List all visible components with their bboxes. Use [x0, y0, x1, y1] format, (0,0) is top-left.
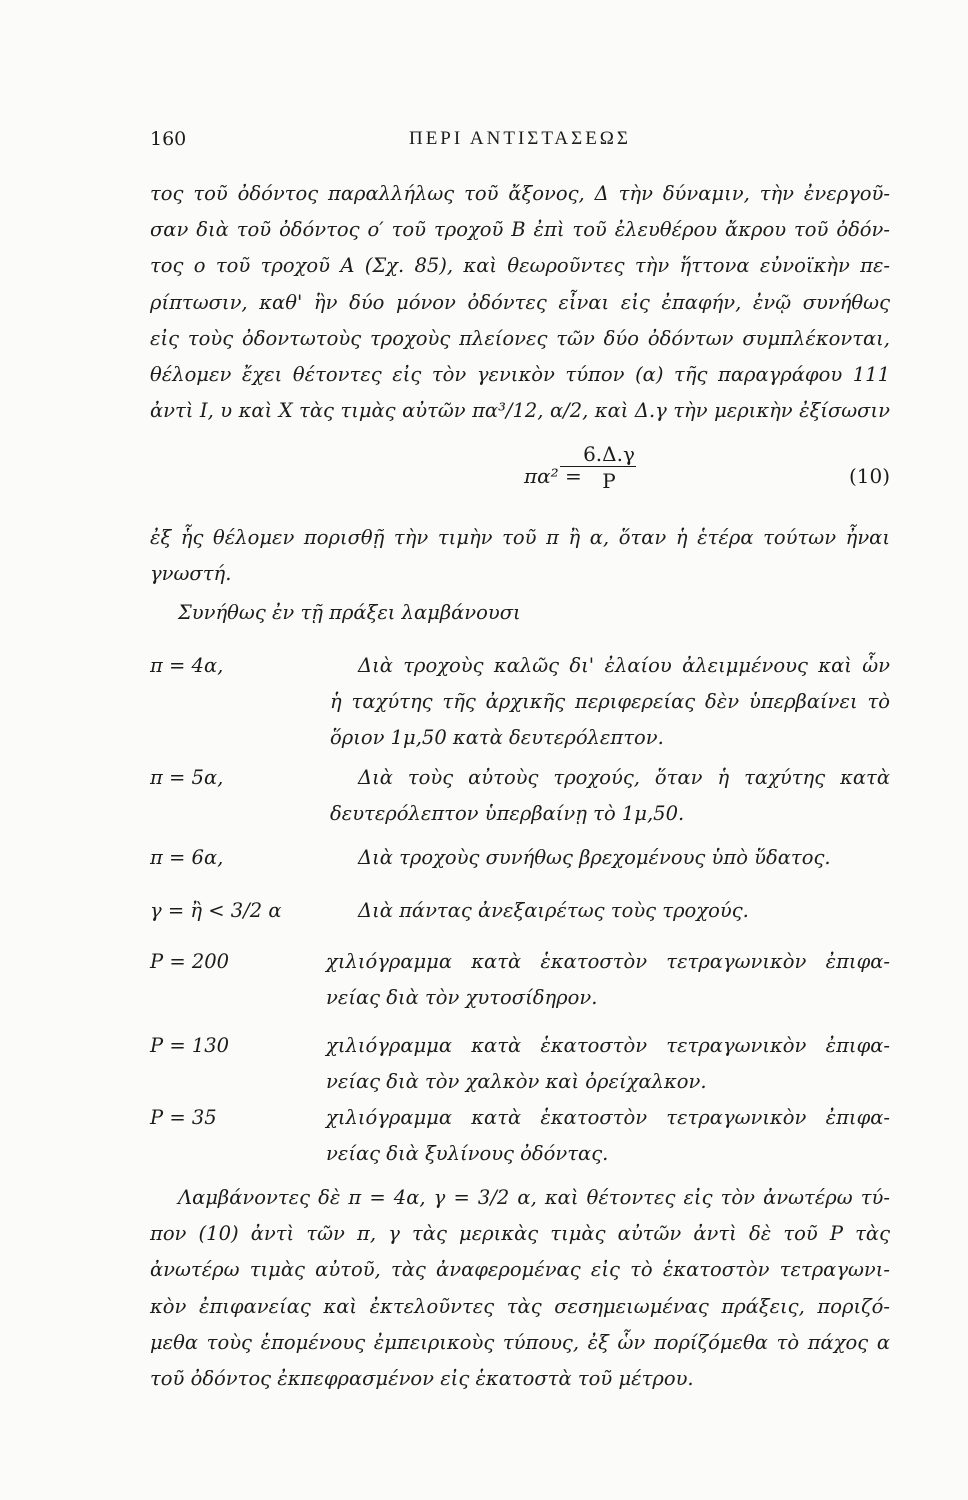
entry-description: [330, 840, 890, 876]
text-line: Διὰ πάντας ἀνεξαιρέτως τοὺς τροχούς.: [358, 899, 749, 922]
formula-denominator: P: [602, 469, 616, 493]
text-line: ἀντὶ Ι, υ καὶ Χ τὰς τιμὰς αὐτῶν πα³/12, α/2, καὶ Δ.γ τὴν μερικὴν ἐξίσωσιν: [150, 399, 890, 423]
formula-fraction: [560, 442, 636, 493]
entry-p-200: [150, 944, 890, 1018]
text-line: δευτερόλεπτον ὑπερβαίνῃ τὸ 1μ,50.: [330, 802, 685, 826]
text-line: γνωστή.: [150, 562, 232, 586]
text-line: μεθα τοὺς ἑπομένους ἐμπειρικοὺς τύπους, ἐξ ὧν πορίζόμεθα τὸ πάχος α: [150, 1330, 890, 1354]
entry-pi-6a: [150, 840, 890, 878]
text-line: ἀνωτέρω τιμὰς αὐτοῦ, τὰς ἀναφερομένας εἰς τὸ ἑκατοστὸν τετραγωνι-: [150, 1258, 890, 1282]
entry-equation: P = 35: [150, 1106, 217, 1129]
running-title: ΠΕΡΙ ΑΝΤΙΣΤΑΣΕΩΣ: [408, 128, 631, 149]
text-line: πον (10) ἀντὶ τῶν π, γ τὰς μερικὰς τιμὰς αὐτῶν ἀντὶ δὲ τοῦ Ρ τὰς: [150, 1222, 890, 1246]
entry-equation: P = 130: [150, 1034, 230, 1057]
entry-description: [326, 1028, 890, 1100]
text-line: νείας διὰ ξυλίνους ὀδόντας.: [326, 1142, 609, 1166]
text-line: τοῦ ὀδόντος ἐκπεφρασμένον εἰς ἑκατοστὰ τοῦ μέτρου.: [150, 1367, 694, 1391]
text-line: τος τοῦ ὀδόντος παραλλήλως τοῦ ἄξονος, Δ τὴν δύναμιν, τὴν ἐνεργοῦ-: [150, 182, 890, 205]
formula-lhs: πα² =: [524, 464, 582, 488]
entry-equation: π = 4α,: [150, 654, 224, 677]
paragraph-2: [150, 520, 890, 592]
text-line: ἐξ ἧς θέλομεν πορισθῇ τὴν τιμὴν τοῦ π ἢ α, ὅταν ἡ ἑτέρα τούτων ἦναι: [150, 526, 890, 549]
text-line: τος ο τοῦ τροχοῦ Α (Σχ. 85), καὶ θεωροῦντες τὴν ἥττονα εὐνοϊκὴν πε-: [150, 254, 890, 278]
formula-10: [150, 442, 890, 512]
entry-equation: γ = ἢ < 3/2 α: [150, 899, 282, 922]
entry-gamma: [150, 893, 890, 933]
entry-p-130: [150, 1028, 890, 1102]
page-number: 160: [150, 128, 187, 150]
entry-description: [330, 893, 890, 929]
text-line: χιλιόγραμμα κατὰ ἑκατοστὸν τετραγωνικὸν ἐπιφα-: [326, 950, 890, 973]
text-line: κὸν ἐπιφανείας καὶ ἐκτελοῦντες τὰς σεσημειωμένας πράξεις, πoριζό-: [150, 1294, 890, 1318]
entry-description: [330, 760, 890, 832]
text-line: ρίπτωσιν, καθ' ἣν δύο μόνον ὀδόντες εἶναι εἰς ἐπαφήν, ἐνῷ συνήθως: [150, 290, 890, 314]
fraction-bar: [560, 466, 636, 467]
text-line: Συνήθως ἐν τῇ πράξει λαμβάνουσι: [178, 601, 521, 624]
entry-equation: π = 5α,: [150, 766, 224, 789]
text-line: ἡ ταχύτης τῆς ἀρχικῆς περιφερείας δὲν ὑπερβαίνει τὸ: [330, 690, 890, 714]
text-line: χιλιόγραμμα κατὰ ἑκατοστὸν τετραγωνικὸν ἐπιφα-: [326, 1034, 890, 1057]
text-line: Διὰ τροχοὺς συνήθως βρεχομένους ὑπὸ ὕδατος.: [358, 846, 831, 869]
text-line: ὅριον 1μ,50 κατὰ δευτερόλεπτον.: [330, 726, 664, 750]
text-line: Λαμβάνοντες δὲ π = 4α, γ = 3/2 α, καὶ θέτοντες εἰς τὸν ἀνωτέρω τύ-: [178, 1186, 890, 1209]
entry-p-35: [150, 1100, 890, 1174]
entry-equation: P = 200: [150, 950, 230, 973]
formula-numerator: 6.Δ.γ: [583, 442, 635, 466]
text-line: χιλιόγραμμα κατὰ ἑκατοστὸν τετραγωνικὸν ἐπιφα-: [326, 1106, 890, 1129]
paragraph-3: [178, 595, 918, 631]
equation-number: (10): [848, 464, 890, 488]
text-line: νείας διὰ τὸν χαλκὸν καὶ ὀρείχαλκον.: [326, 1070, 707, 1094]
entry-equation: π = 6α,: [150, 846, 224, 869]
text-line: Διὰ τοὺς αὐτοὺς τροχούς, ὅταν ἡ ταχύτης κατὰ: [358, 766, 890, 789]
entry-description: [330, 648, 890, 757]
page-header: [150, 128, 890, 158]
entry-pi-5a: [150, 760, 890, 834]
paragraph-1: [150, 176, 890, 429]
entry-description: [326, 1100, 890, 1172]
paragraph-4: [150, 1180, 890, 1397]
text-line: νείας διὰ τὸν χυτοσίδηρον.: [326, 986, 598, 1010]
entry-description: [326, 944, 890, 1016]
text-line: σαν διὰ τοῦ ὀδόντος ο′ τοῦ τροχοῦ Β ἐπὶ τοῦ ἐλευθέρου ἄκρου τοῦ ὀδόν-: [150, 218, 890, 242]
text-line: εἰς τοὺς ὀδοντωτοὺς τροχοὺς πλείονες τῶν δύο ὀδόντων συμπλέκονται,: [150, 326, 890, 350]
entry-pi-4a: [150, 648, 890, 758]
text-line: θέλομεν ἔχει θέτοντες εἰς τὸν γενικὸν τύπον (α) τῆς παραγράφου 111: [150, 363, 890, 387]
text-line: Διὰ τροχοὺς καλῶς δι' ἐλαίου ἀλειμμένους καὶ ὧν: [358, 654, 890, 677]
